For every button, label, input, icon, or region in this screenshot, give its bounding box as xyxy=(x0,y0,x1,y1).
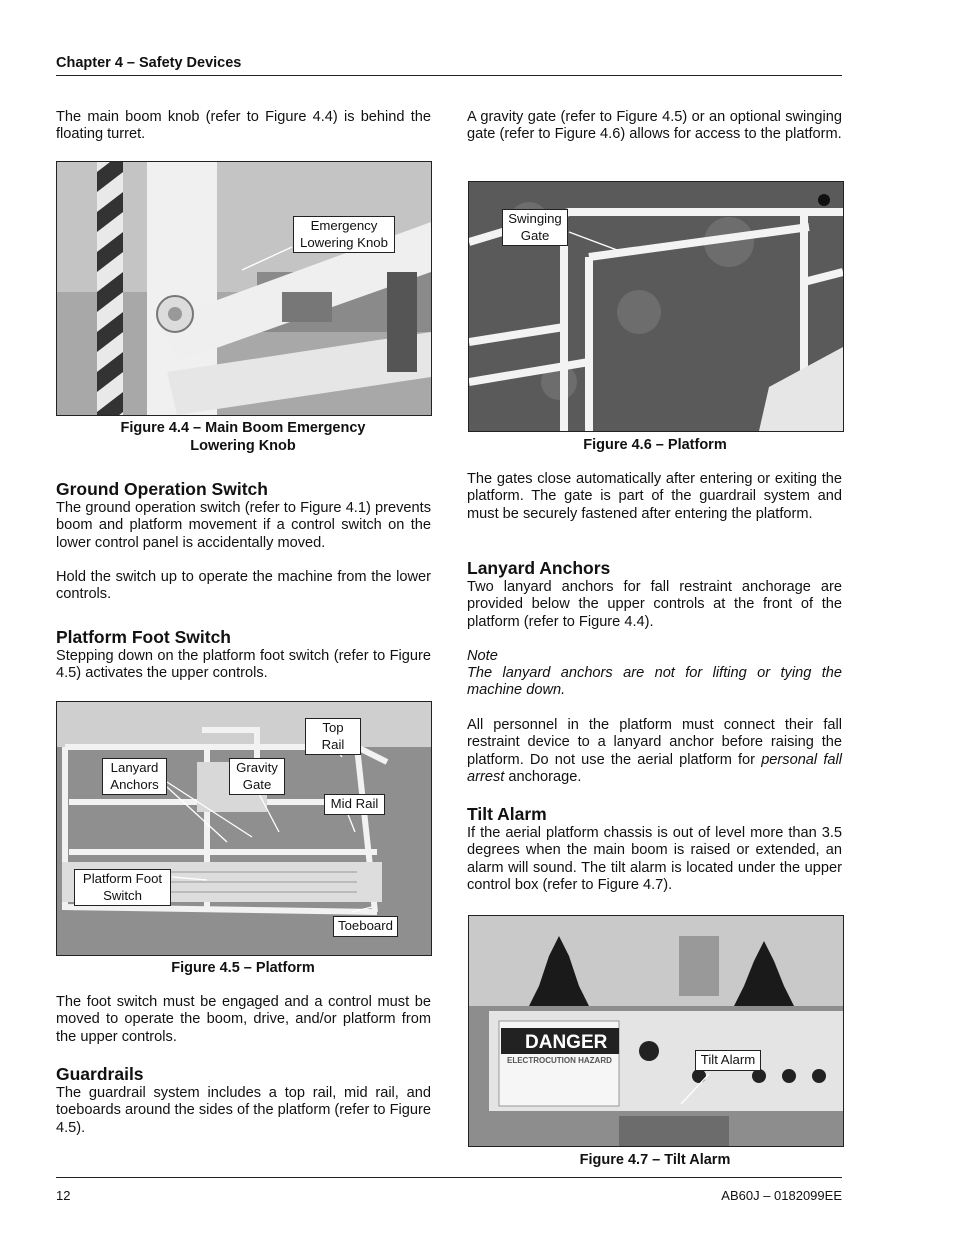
tilt-alarm-paragraph: If the aerial platform chassis is out of level more than 3.5 degrees when the main boom is raised or extended, an alarm will sound. The tilt alarm is located under the upper control box (refer to Figure 4.7). xyxy=(467,825,842,893)
figure-4-4-photo xyxy=(56,161,432,416)
gates-paragraph: The gates close automatically after entering or exiting the platform. The gate is part of the guardrail system and must be securely fastened after entering the platform. xyxy=(467,471,842,522)
page-number: 12 xyxy=(56,1188,71,1203)
tilt-alarm-heading: Tilt Alarm xyxy=(467,804,547,824)
lanyard-anchors-heading: Lanyard Anchors xyxy=(467,558,611,578)
callout-emergency-lowering-knob: Emergency Lowering Knob xyxy=(293,216,395,253)
guardrails-heading: Guardrails xyxy=(56,1064,144,1084)
callout-gravity-gate: Gravity Gate xyxy=(229,758,285,795)
footer-rule xyxy=(56,1177,842,1178)
foot-switch-note-paragraph: The foot switch must be engaged and a control must be moved to operate the boom, drive, and/or platform from the upper controls. xyxy=(56,994,431,1045)
personnel-paragraph: All personnel in the platform must connect their fall restraint device to a lanyard anchor before raising the platform. Do not use the aerial platform for personal fall arrest anchorage. xyxy=(467,717,842,785)
chapter-header: Chapter 4 – Safety Devices xyxy=(56,55,242,71)
callout-toeboard: Toeboard xyxy=(333,916,398,937)
callout-tilt-alarm: Tilt Alarm xyxy=(695,1050,761,1071)
figure-4-6-photo xyxy=(468,181,844,432)
platform-foot-switch-paragraph: Stepping down on the platform foot switch (refer to Figure 4.5) activates the upper controls. xyxy=(56,648,431,682)
figure-4-5-photo xyxy=(56,701,432,956)
note-text: The lanyard anchors are not for lifting or tying the machine down. xyxy=(467,665,842,699)
figure-4-5-caption: Figure 4.5 – Platform xyxy=(171,960,315,976)
figure-4-7-photo xyxy=(468,915,844,1147)
platform-foot-switch-heading: Platform Foot Switch xyxy=(56,627,231,647)
figure-4-6-caption: Figure 4.6 – Platform xyxy=(583,437,727,453)
document-number: AB60J – 0182099EE xyxy=(721,1188,842,1203)
figure-4-7-caption: Figure 4.7 – Tilt Alarm xyxy=(579,1152,731,1168)
header-rule xyxy=(56,75,842,76)
callout-lanyard-anchors: Lanyard Anchors xyxy=(102,758,167,795)
guardrails-paragraph: The guardrail system includes a top rail, mid rail, and toeboards around the sides of the platform (refer to Figure 4.5). xyxy=(56,1085,431,1136)
callout-swinging-gate: Swinging Gate xyxy=(502,209,568,246)
intro-paragraph: The main boom knob (refer to Figure 4.4) is behind the floating turret. xyxy=(56,109,431,143)
figure-4-4-caption: Figure 4.4 – Main Boom Emergency Lowering Knob xyxy=(120,420,366,454)
lanyard-anchors-paragraph: Two lanyard anchors for fall restraint anchorage are provided below the upper controls at the front of the platform (refer to Figure 4.4). xyxy=(467,579,842,630)
ground-operation-paragraph-1: The ground operation switch (refer to Figure 4.1) prevents boom and platform movement if a control switch on the lower control panel is accidentally moved. xyxy=(56,500,431,551)
ground-operation-heading: Ground Operation Switch xyxy=(56,479,268,499)
callout-mid-rail: Mid Rail xyxy=(324,794,385,815)
note-label: Note xyxy=(467,648,498,664)
callout-platform-foot-switch: Platform Foot Switch xyxy=(74,869,171,906)
electrocution-hazard-label: ELECTROCUTION HAZARD xyxy=(507,1056,612,1065)
gravity-gate-paragraph: A gravity gate (refer to Figure 4.5) or an optional swinging gate (refer to Figure 4.6) allows for access to the platform. xyxy=(467,109,842,143)
ground-operation-paragraph-2: Hold the switch up to operate the machine from the lower controls. xyxy=(56,569,431,603)
danger-label: DANGER xyxy=(525,1032,608,1053)
callout-top-rail: Top Rail xyxy=(305,718,361,755)
